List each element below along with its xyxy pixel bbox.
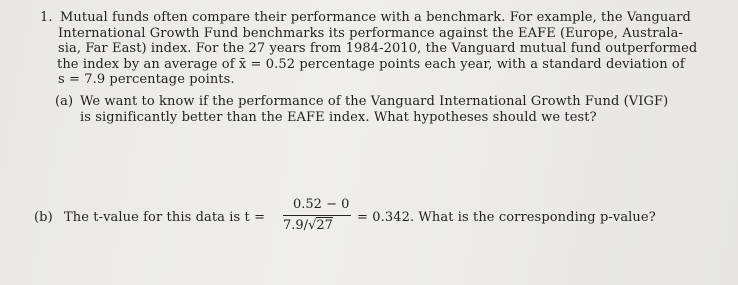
problem-line-4: the index by an average of x̄ = 0.52 percentage points each year, with a standard deviation of	[57, 57, 685, 72]
fraction-bar	[283, 215, 351, 216]
fraction-numerator: 0.52 − 0	[293, 197, 350, 212]
problem-number: 1.	[40, 10, 53, 25]
part-b-label: (b)	[34, 210, 53, 225]
part-a-label: (a)	[55, 94, 74, 109]
problem-line-2: International Growth Fund benchmarks its performance against the EAFE (Europe, Australa-	[58, 26, 684, 41]
part-b-text-after: = 0.342. What is the corresponding p-value?	[357, 210, 656, 225]
part-a-line-2: is significantly better than the EAFE index. What hypotheses should we test?	[80, 110, 597, 125]
denominator-value: 7.9/	[283, 218, 309, 233]
t-value-fraction	[271, 197, 357, 239]
problem-line-5: s = 7.9 percentage points.	[58, 72, 235, 87]
part-a-line-1: We want to know if the performance of the Vanguard International Growth Fund (VIGF)	[80, 94, 669, 109]
problem-line-1: Mutual funds often compare their performance with a benchmark. For example, the Vanguard	[60, 10, 691, 25]
fraction-denominator	[283, 218, 333, 234]
denominator-radicand: 27	[316, 218, 333, 233]
sqrt-icon: √	[308, 218, 317, 233]
problem-line-3: sia, Far East) index. For the 27 years from 1984-2010, the Vanguard mutual fund outperformed	[58, 41, 698, 56]
part-b-text-before: The t-value for this data is t =	[64, 210, 266, 225]
